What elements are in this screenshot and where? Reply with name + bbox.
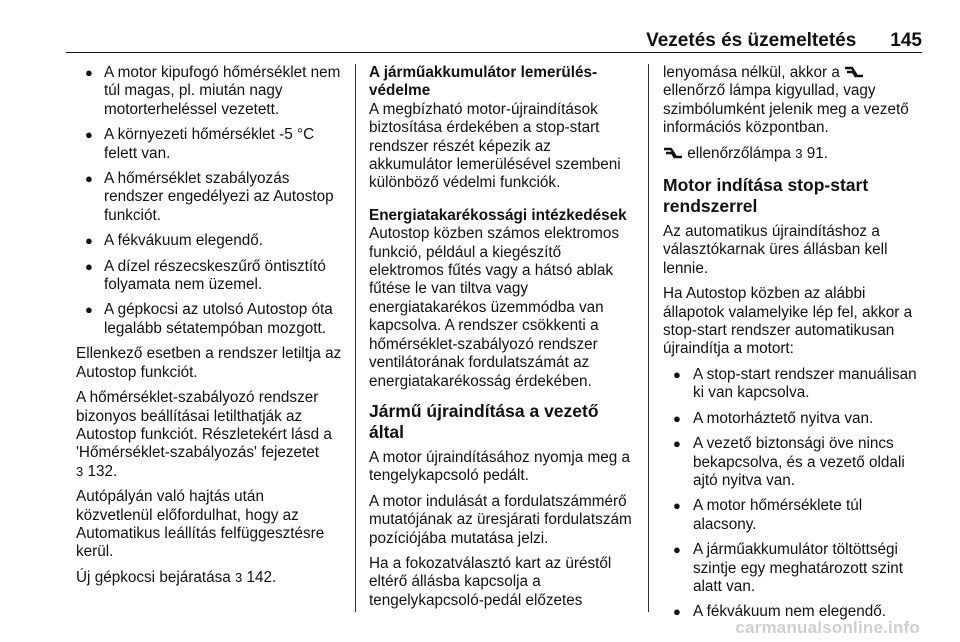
list-item: ● A járműakkumulátor töltöttségi szintje egy meghatározott szint alatt van. bbox=[673, 541, 904, 595]
paragraph: A motor újraindításához nyomja meg a tengelykapcsoló pedált. bbox=[369, 448, 631, 485]
list-item: ● A motorháztető nyitva van. bbox=[673, 409, 874, 427]
reference-arrow-icon: 3 bbox=[76, 463, 84, 479]
reference-arrow-icon: 3 bbox=[235, 569, 243, 585]
column-1 bbox=[76, 64, 344, 594]
list-item: ● A gépkocsi az utolsó Autostop óta legalább sétatempóban mozgott. bbox=[85, 301, 333, 337]
subheading: A járműakkumulátor lemerülés-védelme bbox=[369, 64, 598, 100]
bullet-icon: ● bbox=[85, 171, 93, 187]
list-item: ● A stop-start rendszer manuálisan ki van kapcsolva. bbox=[673, 365, 917, 402]
bullet-icon: ● bbox=[85, 127, 93, 143]
page-link[interactable]: 132. bbox=[87, 462, 118, 480]
stop-start-lamp-icon bbox=[663, 147, 683, 160]
page-header bbox=[66, 30, 922, 54]
paragraph: Autostop közben számos elektromos funkció, például a kiegészítő elektromos fűtés vagy a hátsó ablak fűtése le van tiltva vagy energiatakarékos üzemmódba van kapcsolva. A rendszer csökkenti a hőmérséklet-szabályozó rendszer ventilátorának fordulatszámát az energiatakarékosság érdekében. bbox=[369, 225, 619, 390]
paragraph: ellenőrzőlámpa 3 91. bbox=[663, 145, 929, 163]
paragraph: Autópályán való hajtás után közvetlenül előfordulhat, hogy az Automatikus leállítás felfüggesztésre kerül. bbox=[76, 488, 325, 561]
bullet-icon: ● bbox=[673, 604, 681, 620]
bullet-icon: ● bbox=[673, 366, 681, 382]
page-link[interactable]: 91. bbox=[806, 144, 828, 162]
bullet-icon: ● bbox=[673, 542, 681, 558]
paragraph: Az automatikus újraindításhoz a választókarnak üres állásban kell lennie. bbox=[663, 223, 888, 277]
watermark: carmanualsonline.info bbox=[735, 618, 920, 637]
bullet-icon: ● bbox=[85, 233, 93, 249]
column-3 bbox=[663, 64, 929, 629]
list-item: ● A hőmérséklet szabályozás rendszer engedélyezi az Autostop funkciót. bbox=[85, 170, 334, 224]
list-item: ● A fékvákuum elegendő. bbox=[85, 232, 264, 250]
reference-arrow-icon: 3 bbox=[795, 145, 803, 161]
paragraph: A megbízható motor-újraindítások biztosítása érdekében a stop-start rendszer részét képezik az akkumulátor lemerülésével szembeni különböző védelmi funkciók. bbox=[369, 100, 621, 192]
bullet-icon: ● bbox=[673, 498, 681, 514]
bullet-icon: ● bbox=[673, 436, 681, 452]
bullet-icon: ● bbox=[85, 65, 93, 80]
bullet-icon: ● bbox=[673, 410, 681, 426]
column-2 bbox=[369, 64, 637, 617]
page-number: 145 bbox=[890, 30, 922, 51]
column-divider bbox=[355, 64, 356, 612]
list-item: ● A motor hőmérséklete túl alacsony. bbox=[673, 497, 863, 533]
condition-list bbox=[76, 64, 344, 338]
paragraph: lenyomása nélkül, akkor a ellenőrző lámpa kigyullad, vagy szimbólumként jelenik meg a vezető információs központban. bbox=[663, 64, 909, 137]
paragraph: Új gépkocsi bejáratása 3 142. bbox=[76, 568, 277, 586]
page-link[interactable]: 142. bbox=[246, 568, 277, 586]
paragraph: Ha Autostop közben az alábbi állapotok valamelyike lép fel, akkor a stop-start rendszer automatikusan újraindítja a motort: bbox=[663, 285, 913, 358]
bullet-icon: ● bbox=[85, 302, 93, 318]
paragraph: Ellenkező esetben a rendszer letiltja az Autostop funkciót. bbox=[76, 345, 342, 381]
header-rule bbox=[66, 52, 922, 53]
column-divider bbox=[648, 64, 649, 612]
restart-condition-list bbox=[663, 366, 929, 622]
section-heading: Jármű újraindítása a vezető által bbox=[369, 400, 599, 442]
list-item: ● A dízel részecskeszűrő öntisztító folyamata nem üzemel. bbox=[85, 257, 326, 294]
section-heading: Motor indítása stop-start rendszerrel bbox=[663, 175, 869, 217]
stop-start-lamp-icon bbox=[844, 66, 864, 79]
bullet-icon: ● bbox=[85, 258, 93, 274]
paragraph: A hőmérséklet-szabályozó rendszer bizonyos beállításai letilthatják az Autostop funkciót. Részletekért lásd a 'Hőmérséklet-szabályozás' fejezetet 3 132. bbox=[76, 389, 332, 480]
list-item: ● A vezető biztonsági öve nincs bekapcsolva, és a vezető oldali ajtó nyitva van. bbox=[673, 435, 905, 489]
section-title: Vezetés és üzemeltetés bbox=[646, 30, 857, 51]
list-item: ● A motor kipufogó hőmérséklet nem túl magas, pl. miután nagy motorterheléssel vezetett. bbox=[85, 64, 341, 118]
list-item: ● A fékvákuum nem elegendő. bbox=[673, 603, 887, 621]
list-item: ● A környezeti hőmérséklet -5 °C felett van. bbox=[85, 126, 315, 162]
paragraph: Ha a fokozatválasztó kart az üréstől eltérő állásba kapcsolja a tengelykapcsoló-pedál előzetes bbox=[369, 554, 612, 609]
paragraph: A motor indulását a fordulatszámmérő mutatójának az üresjárati fordulatszám pozíciójába mutatása jelzi. bbox=[369, 492, 632, 547]
subheading: Energiatakarékossági intézkedések bbox=[369, 206, 627, 224]
